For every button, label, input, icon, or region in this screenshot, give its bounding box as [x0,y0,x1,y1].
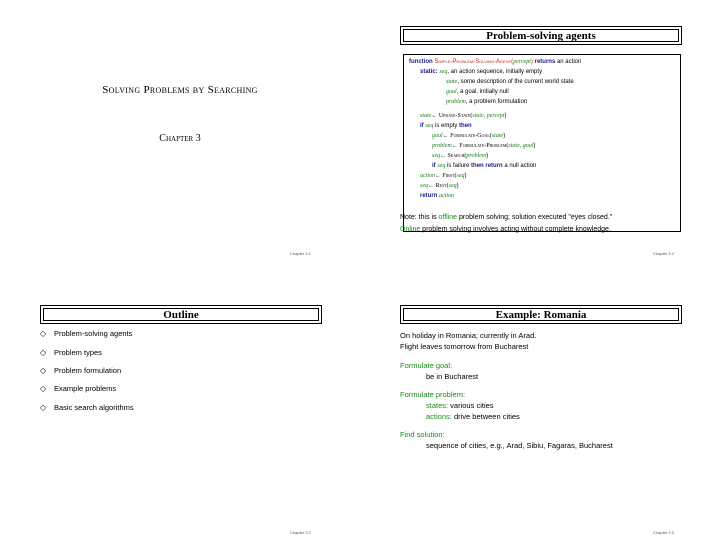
code-line-6: state← Update-State(state, percept) [420,113,507,119]
code-line-12: action← First(seq) [420,173,467,179]
code-line-11: if seq is failure then return a null action [432,163,537,169]
romania-line-1: On holiday in Romania; currently in Arad. [400,331,537,340]
diamond-bullet-icon: ◇ [40,329,47,338]
problem-states: states: various cities [426,401,494,410]
slide-footer: Chapter 3 1 [290,251,311,256]
slide-heading: Outline [163,308,199,321]
slide-footer: Chapter 3 4 [653,251,674,256]
problem-actions: actions: drive between cities [426,412,520,421]
code-line-1: function Simple-Problem-Solving-Agent(percept) returns an action [409,59,582,65]
code-line-3: state, some description of the current world state [446,79,574,85]
code-line-5: problem, a problem formulation [446,99,528,105]
slide-heading-box [40,305,322,324]
outline-item: ◇ Basic search algorithms [40,403,134,412]
formulate-goal-body: be in Bucharest [426,372,479,381]
outline-item: ◇ Problem-solving agents [40,329,133,338]
code-line-14: return action [420,193,455,199]
slide-heading-box [400,26,682,45]
note-offline: Note: this is offline problem solving; solution executed "eyes closed." [400,214,613,221]
slide-heading: Problem-solving agents [486,29,596,42]
chapter-label: Chapter 3 [159,133,201,144]
formulate-goal-heading: Formulate goal: [400,361,453,370]
code-line-7: if seq is empty then [420,123,472,129]
code-line-9: problem← Formulate-Problem(state, goal) [432,143,536,149]
code-line-2: static: seq, an action sequence, initially empty [420,69,543,75]
find-solution-body: sequence of cities, e.g., Arad, Sibiu, Fagaras, Bucharest [426,441,613,450]
pseudocode-box [403,54,681,232]
diamond-bullet-icon: ◇ [40,348,47,357]
outline-item: ◇ Example problems [40,384,117,393]
code-line-4: goal, a goal, initially null [446,89,509,95]
diamond-bullet-icon: ◇ [40,384,47,393]
outline-item: ◇ Problem types [40,348,102,357]
code-line-13: seq← Rest(seq) [420,183,459,189]
note-online: Online problem solving involves acting without complete knowledge. [400,226,611,233]
code-line-10: seq← Search(problem) [432,153,489,159]
diamond-bullet-icon: ◇ [40,366,47,375]
slide-heading-box [400,305,682,324]
outline-item: ◇ Problem formulation [40,366,122,375]
romania-line-2: Flight leaves tomorrow from Bucharest [400,342,529,351]
slide-footer: Chapter 3 2 [290,530,311,535]
slide-footer: Chapter 3 5 [653,530,674,535]
find-solution-heading: Find solution: [400,430,445,439]
slide-heading: Example: Romania [495,308,587,321]
formulate-problem-heading: Formulate problem: [400,390,466,399]
code-line-8: goal← Formulate-Goal(state) [432,133,506,139]
presentation-title: Solving Problems by Searching [102,84,258,96]
diamond-bullet-icon: ◇ [40,403,47,412]
